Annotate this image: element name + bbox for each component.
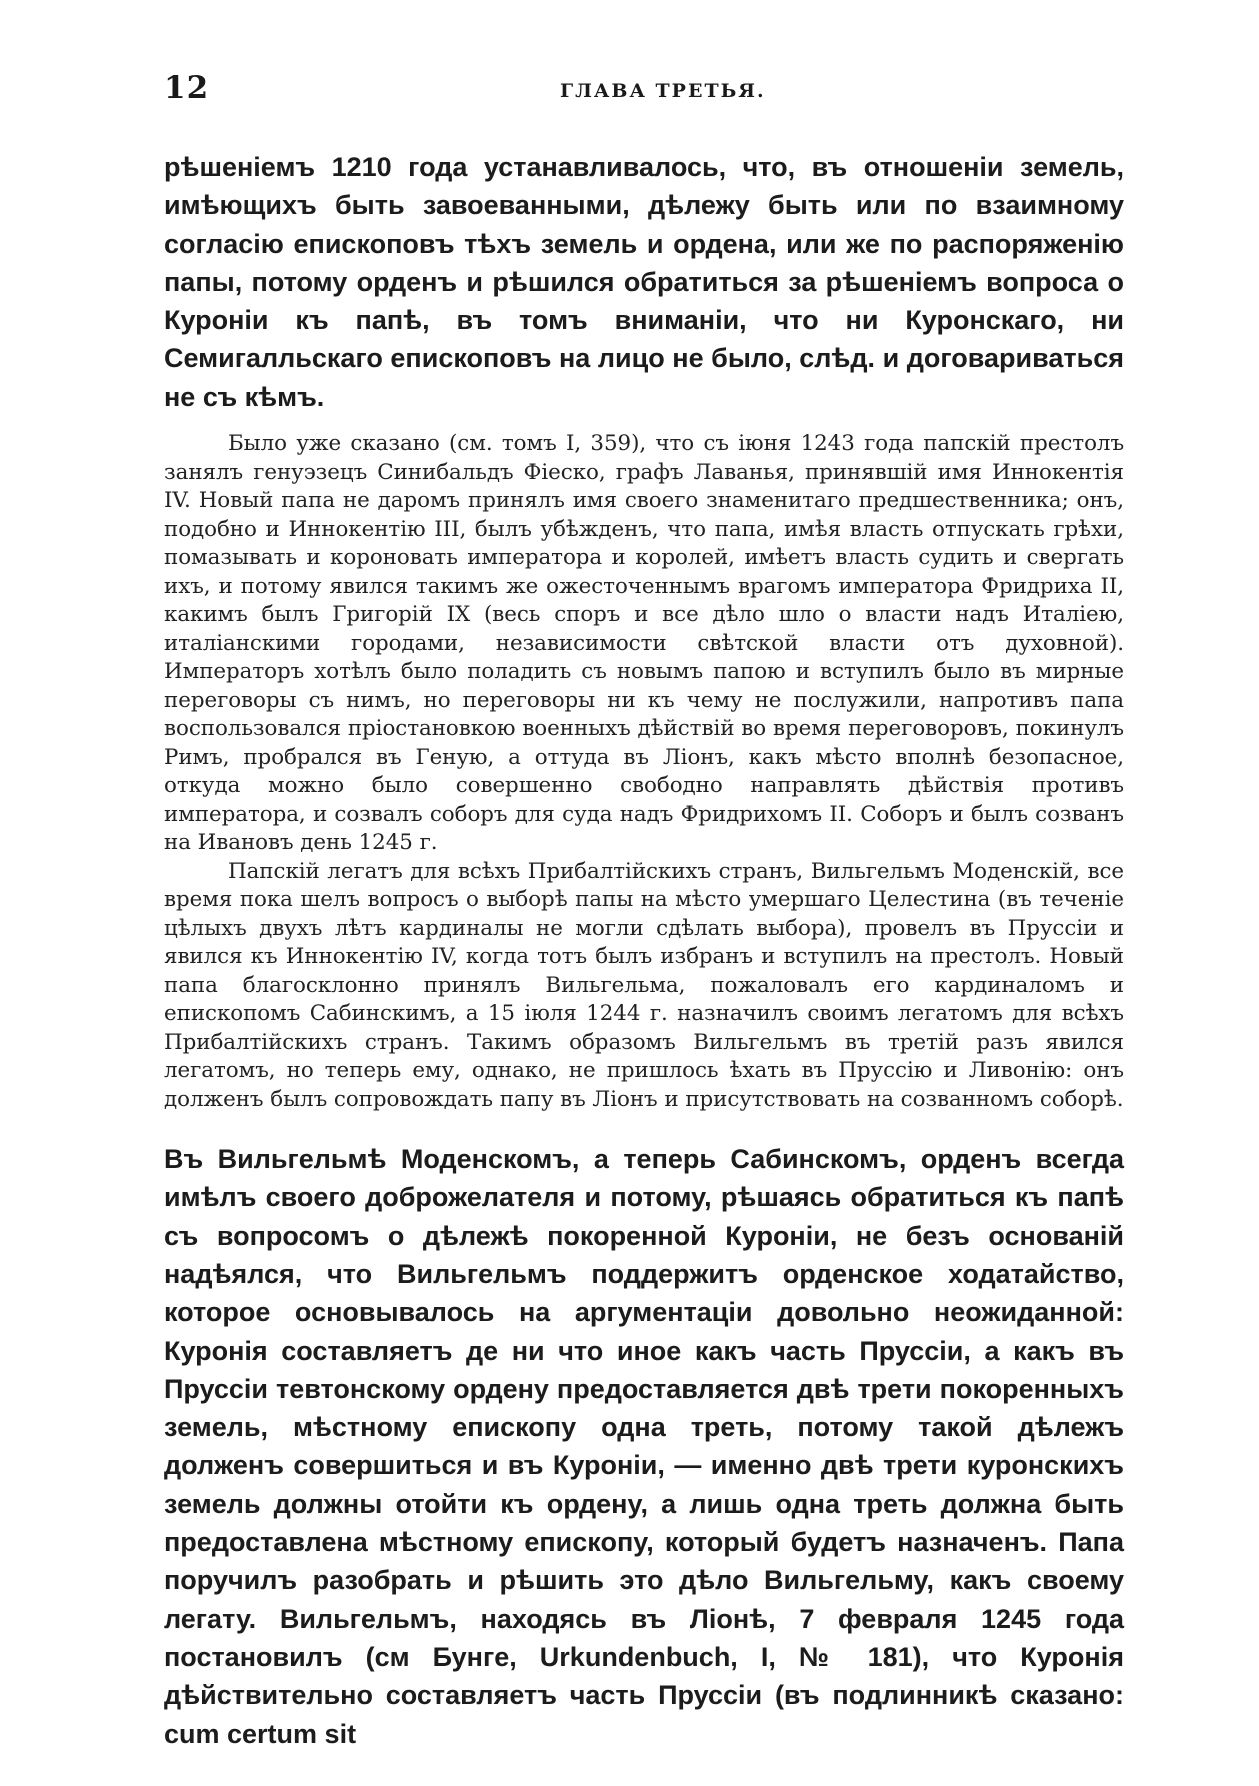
page-body: [164, 148, 1124, 1753]
page-number: 12: [164, 70, 210, 106]
page-header: [164, 70, 1124, 114]
paragraph-legate-william: Папскій легатъ для всѣхъ Прибалтійскихъ странъ, Вильгельмъ Моденскій, все время пока шелъ вопросъ о выборѣ папы на мѣсто умершаго Целестина (въ теченіе цѣлыхъ двухъ лѣтъ кардиналы не могли сдѣлать выбора), провелъ въ Пруссіи и явился къ Иннокентію IV, когда тотъ былъ избранъ и вступилъ на престолъ. Новый папа благосклонно принялъ Вильгельма, пожаловалъ его кардиналомъ и епископомъ Сабинскимъ, а 15 іюля 1244 г. назначилъ своимъ легатомъ для всѣхъ Прибалтійскихъ странъ. Такимъ образомъ Вильгельмъ въ третій разъ явился легатомъ, но теперь ему, однако, не пришлось ѣхать въ Пруссію и Ливонію: онъ долженъ былъ сопровождать папу въ Ліонъ и присутствовать на созванномъ соборѣ.: [164, 858, 1124, 1112]
running-title: ГЛАВА ТРЕТЬЯ.: [560, 80, 766, 102]
paragraph-continued: рѣшеніемъ 1210 года устанавливалось, что, въ отношеніи земель, имѣющихъ быть завоеванными, дѣлежу быть или по взаимному согласію епископовъ тѣхъ земель и ордена, или же по распоряженію папы, потому орденъ и рѣшился обратиться за рѣшеніемъ вопроса о Куроніи къ папѣ, въ томъ вниманіи, что ни Куронскаго, ни Семигалльскаго епископовъ на лицо не было, слѣд. и договариваться не съ кѣмъ.: [164, 152, 1124, 412]
paragraph-pope-innocent: Было уже сказано (см. томъ I, 359), что съ іюня 1243 года папскій престолъ занялъ генуэзецъ Синибальдъ Фіеско, графъ Лаванья, принявшій имя Иннокентія IV. Новый папа не даромъ принялъ имя своего знаменитаго предшественника; онъ, подобно и Иннокентію III, былъ убѣжденъ, что папа, имѣя власть отпускать грѣхи, помазывать и короновать императора и королей, имѣетъ власть судить и свергать ихъ, и потому явился такимъ же ожесточеннымъ врагомъ императора Фридриха II, какимъ былъ Григорій IX (весь споръ и все дѣло шло о власти надъ Италіею, италіанскими городами, независимости свѣтской власти отъ духовной). Императоръ хотѣлъ было поладить съ новымъ папою и вступилъ было въ мирные переговоры съ нимъ, но переговоры ни къ чему не послужили, напротивъ папа воспользовался пріостановкою военныхъ дѣйствій во время переговоровъ, покинулъ Римъ, пробрался въ Геную, а оттуда въ Ліонъ, какъ мѣсто вполнѣ безопасное, откуда можно было совершенно свободно направлять дѣйствія противъ императора, и созвалъ соборъ для суда надъ Фридрихомъ II. Соборъ и былъ созванъ на Ивановъ день 1245 г.: [164, 431, 1124, 856]
paragraph-curonia-division: Въ Вильгельмѣ Моденскомъ, а теперь Сабинскомъ, орденъ всегда имѣлъ своего доброжелателя и потому, рѣшаясь обратиться къ папѣ съ вопросомъ о дѣлежѣ покоренной Куроніи, не безъ основаній надѣялся, что Вильгельмъ поддержитъ орденское ходатайство, которое основывалось на аргументаціи довольно неожиданной: Куронія составляетъ де ни что иное какъ часть Пруссіи, а какъ въ Пруссіи тевтонскому ордену предоставляется двѣ трети покоренныхъ земель, мѣстному епископу одна треть, потому такой дѣлежъ долженъ совершиться и въ Куроніи, — именно двѣ трети куронскихъ земель должны отойти къ ордену, а лишь одна треть должна быть предоставлена мѣстному епископу, который будетъ назначенъ. Папа поручилъ разобрать и рѣшить это дѣло Вильгельму, какъ своему легату. Вильгельмъ, находясь въ Ліонѣ, 7 февраля 1245 года постановилъ (см Бунге, Urkundenbuch, I, № 181), что Куронія дѣйствительно составляетъ часть Пруссіи (въ подлинникѣ сказано: cum certum sit: [164, 1144, 1124, 1749]
